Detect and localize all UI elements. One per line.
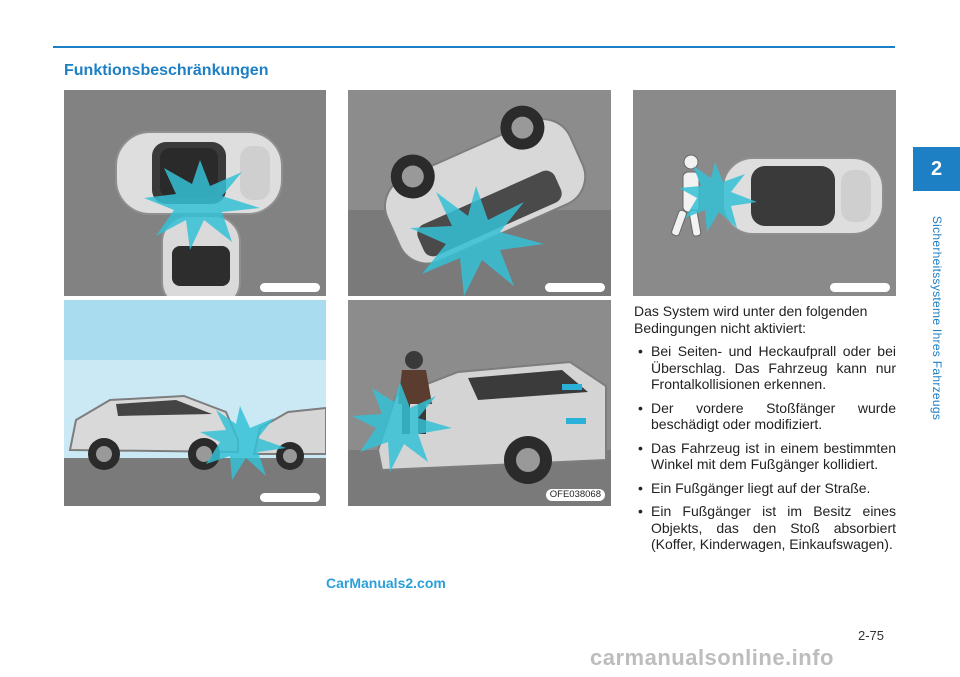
figure-side-collision — [64, 90, 326, 296]
list-item: • Ein Fußgänger liegt auf der Straße. — [634, 480, 896, 497]
figure-code — [260, 493, 320, 502]
figure-code: OFE038068 — [546, 489, 605, 501]
footer-watermark: carmanualsonline.info — [590, 645, 834, 670]
top-rule — [53, 46, 895, 48]
pedestrian-lying-illustration — [633, 90, 896, 296]
conditions-list — [634, 343, 896, 560]
list-item: • Das Fahrzeug ist in einem bestimmten Winkel mit dem Fußgänger kollidiert. — [634, 440, 896, 473]
car-front-view-icon — [162, 216, 240, 296]
car-top-view-icon — [723, 158, 883, 234]
list-item: • Der vordere Stoßfänger wurde beschädigt oder modifiziert. — [634, 400, 896, 433]
rear-collision-illustration — [64, 300, 326, 506]
figure-code — [545, 283, 605, 292]
list-item: • Ein Fußgänger ist im Besitz eines Objekts, das den Stoß absorbiert (Koffer, Kinderwagen, Einkaufswagen). — [634, 503, 896, 553]
figure-rollover — [348, 90, 611, 296]
figure-pedestrian-bumper — [348, 300, 611, 506]
section-title: Funktionsbeschränkungen — [64, 62, 269, 79]
figure-rear-collision — [64, 300, 326, 506]
figure-code — [260, 283, 320, 292]
figure-pedestrian-lying — [633, 90, 896, 296]
side-collision-illustration — [64, 90, 326, 296]
list-item: • Bei Seiten- und Heckaufprall oder bei Überschlag. Das Fahrzeug kann nur Frontalkollisionen erkennen. — [634, 343, 896, 393]
rollover-illustration — [348, 90, 611, 296]
page-number: 2-75 — [858, 628, 885, 643]
figure-code — [830, 283, 890, 292]
watermark-link[interactable]: CarManuals2.com — [326, 575, 446, 591]
intro-text: Das System wird unter den folgenden Bedingungen nicht aktiviert: — [634, 303, 868, 336]
chapter-tab[interactable]: 2 — [913, 147, 960, 191]
chapter-label: Sicherheitssysteme Ihres Fahrzeugs — [930, 215, 944, 421]
pedestrian-bumper-illustration — [348, 300, 611, 506]
